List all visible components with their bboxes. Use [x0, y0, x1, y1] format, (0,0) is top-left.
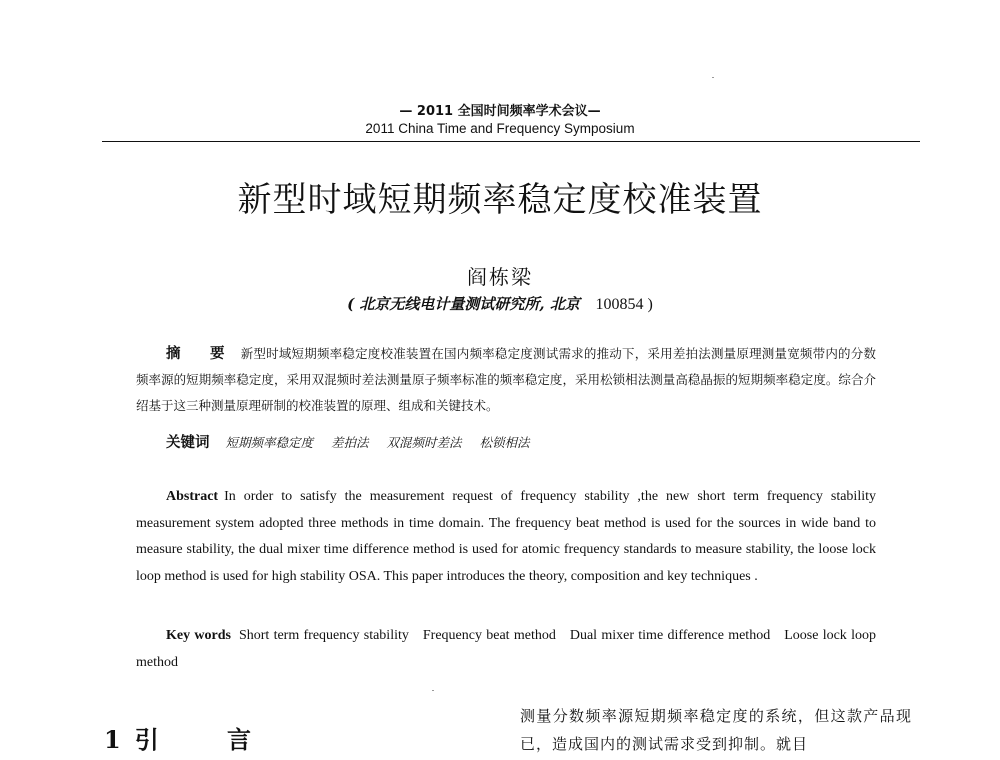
abstract-en-text: In order to satisfy the measurement request of frequency stability ,the new short term frequency stability measurement system adopted three methods in time domain. The frequency beat method is used for the sources in wide band to measure stability, the dual mixer time difference method is used for atomic frequency standards to measure stability, the loose lock loop method is used for high stability OSA. This paper introduces the theory, composition and key techniques .: [136, 489, 876, 584]
conference-header-en: 2011 China Time and Frequency Symposium: [365, 121, 635, 136]
keyword-cn-item: 短期频率稳定度: [225, 435, 313, 450]
abstract-cn: [136, 341, 876, 419]
keyword-en-item: Dual mixer time difference method: [569, 628, 771, 643]
section-number: 1: [104, 725, 121, 754]
keyword-en-item: Short term frequency stability: [238, 628, 409, 643]
author-name: 阎栋梁: [467, 265, 533, 289]
keyword-cn-item: 松锁相法: [479, 435, 530, 450]
body-text-right-column: 测量分数频率源短期频率稳定度的系统，但这款产品现已，造成国内的测试需求受到抑制。就目: [520, 707, 912, 753]
conference-header-cn: — 2011 全国时间频率学术会议—: [399, 104, 601, 119]
abstract-en: [136, 484, 876, 590]
affiliation: [0, 293, 1000, 314]
abstract-cn-text: 新型时域短期频率稳定度校准装置在国内频率稳定度测试需求的推动下，采用差拍法测量原理测量宽频带内的分数频率源的短期频率稳定度，采用双混频时差法测量原子频率标准的频率稳定度，采用松锁相法测量高稳晶振的短期频率稳定度。综合介绍基于这三种测量原理研制的校准装置的原理、组成和关键技术。: [136, 346, 876, 413]
section-heading-introduction: [104, 720, 281, 755]
keyword-cn-item: 差拍法: [330, 435, 369, 450]
scan-speck: [712, 77, 714, 78]
paper-title: 新型时域短期频率稳定度校准装置: [237, 180, 763, 220]
keywords-cn-label: 关键词: [166, 435, 210, 451]
section-title: 引 言: [134, 725, 282, 754]
scan-speck: [432, 690, 434, 691]
keywords-en-label: Key words: [166, 628, 231, 643]
abstract-cn-label: 摘 要: [166, 346, 237, 362]
keywords-cn: [166, 432, 544, 454]
keywords-en: [136, 623, 876, 676]
keyword-en-item: Frequency beat method: [422, 628, 556, 643]
keyword-cn-item: 双混频时差法: [386, 435, 462, 450]
header-rule: [102, 141, 920, 142]
abstract-en-label: Abstract: [166, 489, 219, 504]
affiliation-postcode: 100854 ): [595, 296, 653, 313]
affiliation-text: ( 北京无线电计量测试研究所, 北京: [347, 295, 580, 313]
keyword-en-item: Loose lock loop method: [136, 628, 876, 670]
